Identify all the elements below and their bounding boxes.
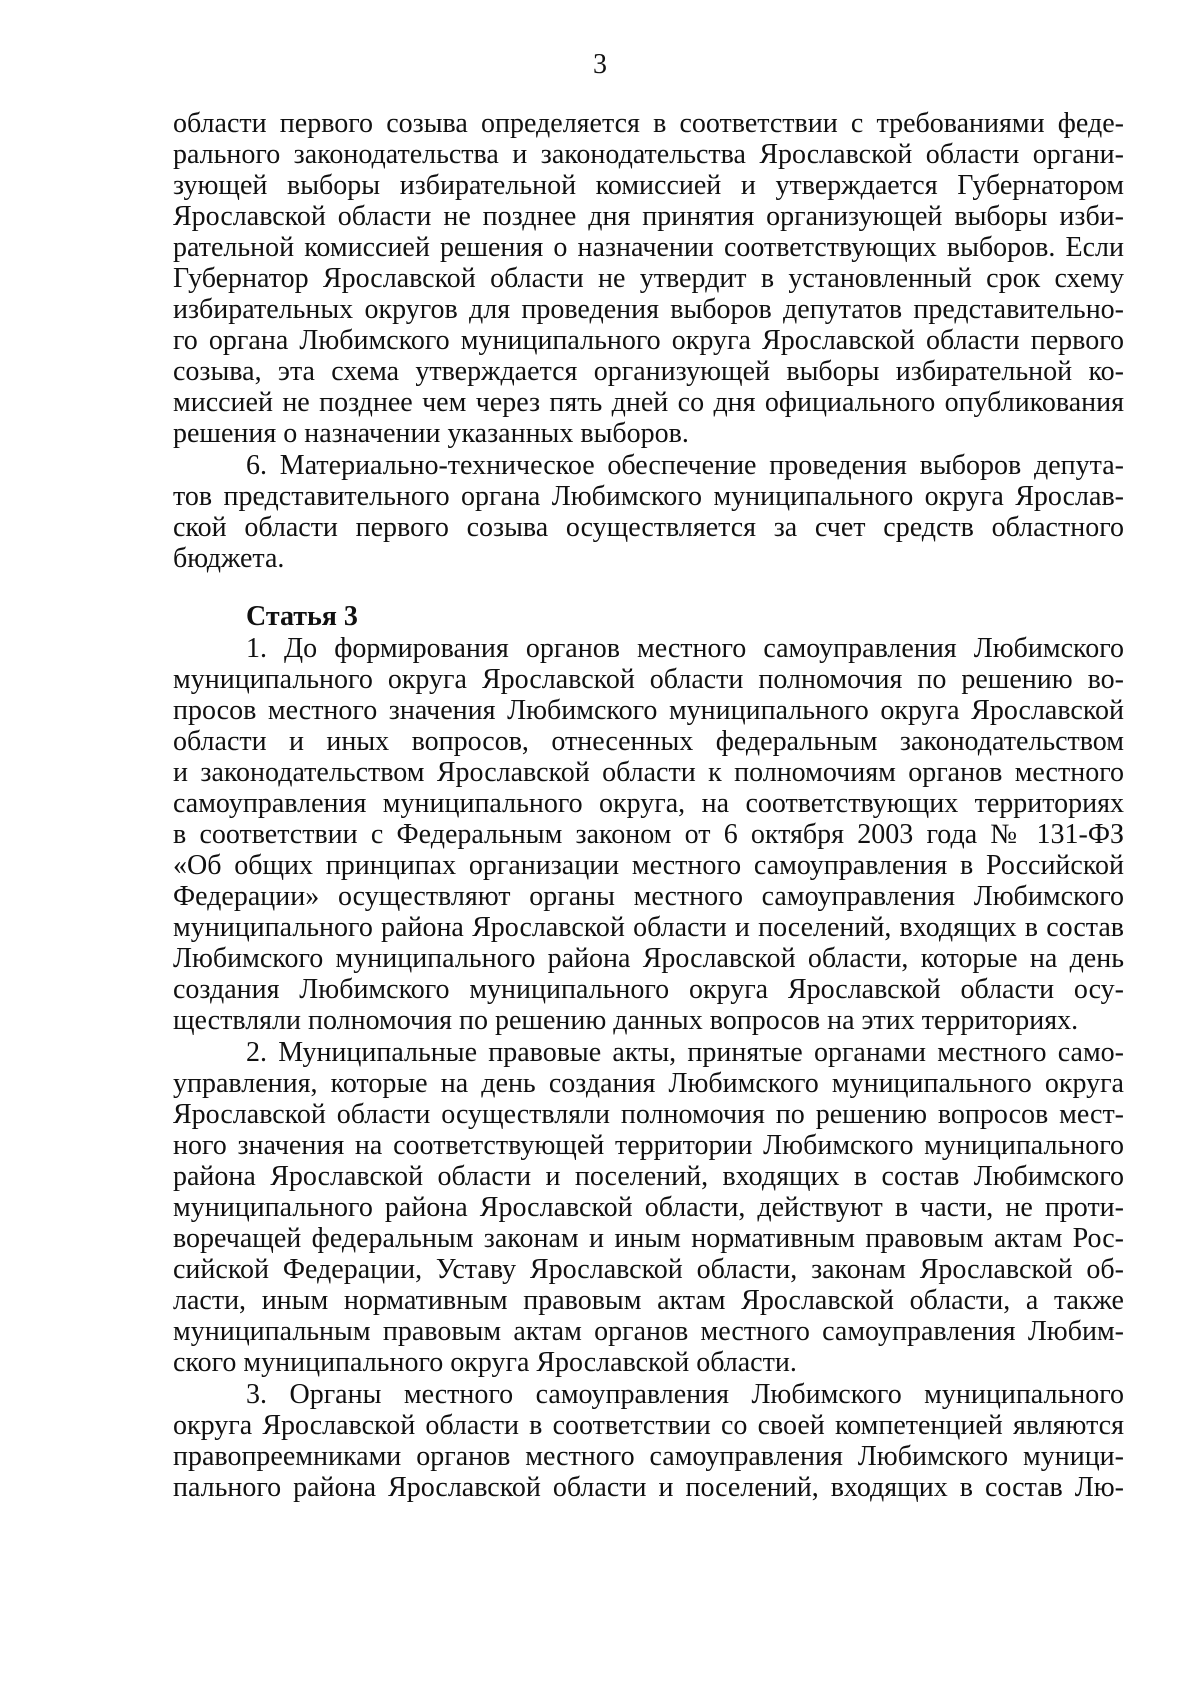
article-heading: Статья 3 [246,601,358,632]
text-line: и законодательством Ярославской области к полномочиям органов местного [173,757,1124,788]
paragraph-item-6: 6. Материально-техническое обеспечение проведения выборов депута- [246,450,1124,481]
text-line: зующей выборы избирательной комиссией и утверждается Губернатором [173,170,1124,201]
text-line: Ярославской области осуществляли полномочия по решению вопросов мест- [173,1099,1124,1130]
text-line: Ярославской области не позднее дня принятия организующей выборы изби- [173,201,1124,232]
text-line: воречащей федеральным законам и иным нормативным правовым актам Рос- [173,1223,1124,1254]
text-line: пального района Ярославской области и поселений, входящих в состав Лю- [173,1472,1124,1503]
text-line: «Об общих принципах организации местного самоуправления в Российской [173,850,1124,881]
text-line: созыва, эта схема утверждается организующей выборы избирательной ко- [173,356,1124,387]
text-line: самоуправления муниципального округа, на соответствующих территориях [173,788,1124,819]
text-line: избирательных округов для проведения выборов депутатов представительно- [173,294,1124,325]
text-line: муниципального округа Ярославской области полномочия по решению во- [173,664,1124,695]
page-number: 3 [593,49,607,80]
text-line: ного значения на соответствующей территории Любимского муниципального [173,1130,1124,1161]
paragraph-item-1: 1. До формирования органов местного самоуправления Любимского [246,633,1124,664]
text-line: сийской Федерации, Уставу Ярославской области, законам Ярославской об- [173,1254,1124,1285]
text-line: создания Любимского муниципального округа Ярославской области осу- [173,974,1124,1005]
text-line: рального законодательства и законодательства Ярославской области органи- [173,139,1124,170]
text-line: решения о назначении указанных выборов. [173,418,689,449]
text-line: области первого созыва определяется в соответствии с требованиями феде- [173,108,1124,139]
text-line: правопреемниками органов местного самоуправления Любимского муници- [173,1441,1124,1472]
text-line: округа Ярославской области в соответствии со своей компетенцией являются [173,1410,1124,1441]
text-line: ществляли полномочия по решению данных вопросов на этих территориях. [173,1005,1079,1036]
text-line: области и иных вопросов, отнесенных федеральным законодательством [173,726,1124,757]
text-line: рательной комиссией решения о назначении соответствующих выборов. Если [173,232,1124,263]
text-line: Любимского муниципального района Ярославской области, которые на день [173,943,1124,974]
text-line: миссией не позднее чем через пять дней со дня официального опубликования [173,387,1124,418]
text-line: Губернатор Ярославской области не утвердит в установленный срок схему [173,263,1124,294]
text-line: муниципальным правовым актам органов местного самоуправления Любим- [173,1316,1124,1347]
text-line: го органа Любимского муниципального округа Ярославской области первого [173,325,1124,356]
text-line: просов местного значения Любимского муниципального округа Ярославской [173,695,1124,726]
text-line: района Ярославской области и поселений, входящих в состав Любимского [173,1161,1124,1192]
text-line: в соответствии с Федеральным законом от 6 октября 2003 года № 131-ФЗ [173,819,1124,850]
text-line: управления, которые на день создания Любимского муниципального округа [173,1068,1124,1099]
text-line: тов представительного органа Любимского муниципального округа Ярослав- [173,481,1124,512]
text-line: бюджета. [173,543,285,574]
text-line: муниципального района Ярославской области и поселений, входящих в состав [173,912,1124,943]
paragraph-item-2: 2. Муниципальные правовые акты, принятые органами местного само- [246,1037,1124,1068]
text-line: ского муниципального округа Ярославской области. [173,1347,797,1378]
paragraph-item-3: 3. Органы местного самоуправления Любимского муниципального [246,1379,1124,1410]
text-line: ской области первого созыва осуществляется за счет средств областного [173,512,1124,543]
text-line: муниципального района Ярославской области, действуют в части, не проти- [173,1192,1124,1223]
text-line: Федерации» осуществляют органы местного самоуправления Любимского [173,881,1124,912]
text-line: ласти, иным нормативным правовым актам Ярославской области, а также [173,1285,1124,1316]
